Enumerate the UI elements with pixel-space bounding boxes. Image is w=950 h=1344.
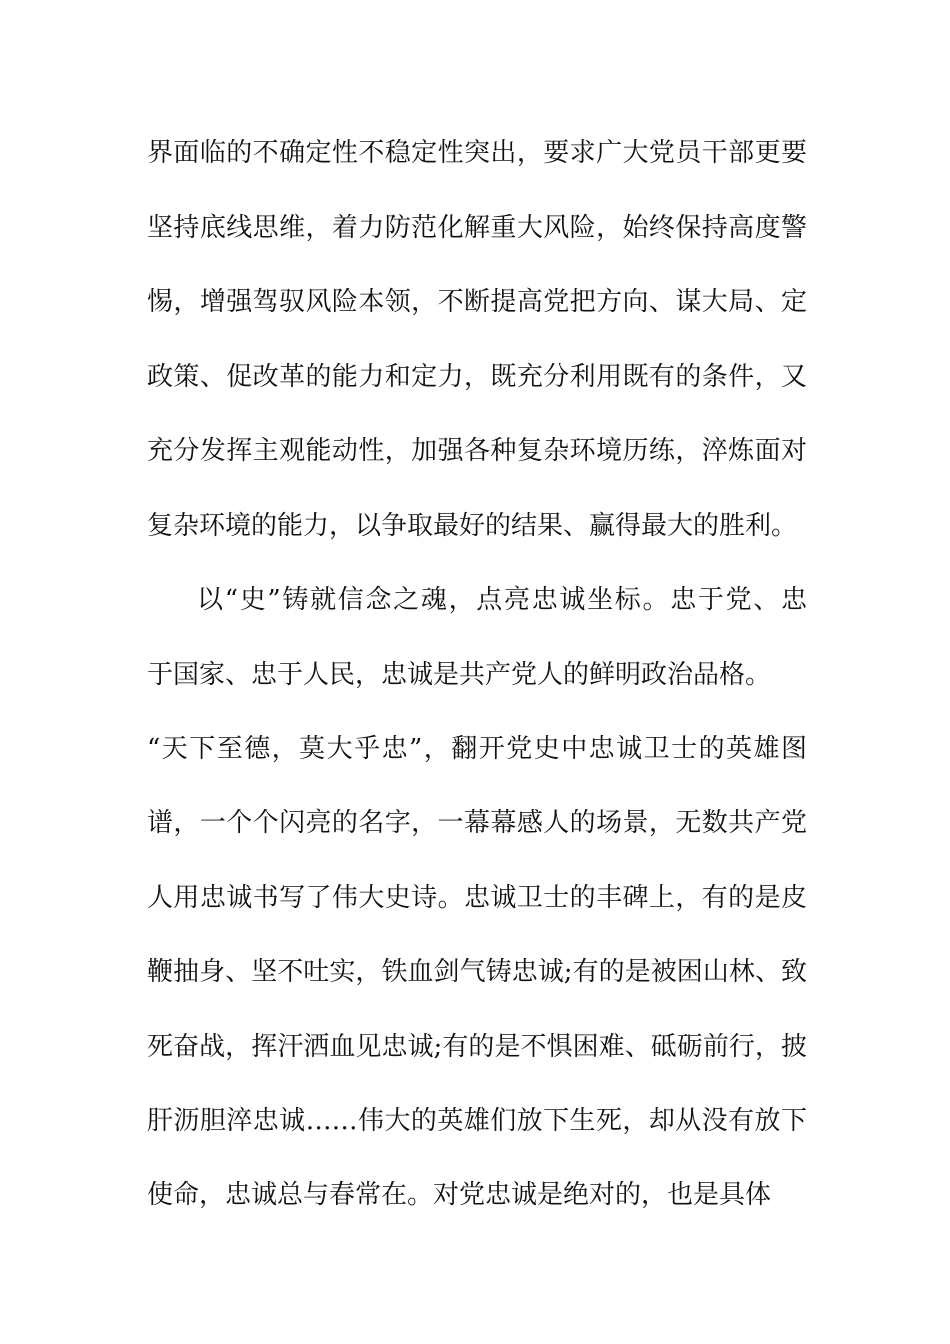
text-line-9: “天下至德，莫大乎忠”，翻开党史中忠诚卫士的英雄图 (147, 734, 807, 764)
text-line-12: 鞭抽身、坚不吐实，铁血剑气铸忠诚;有的是被困山林、致 (147, 957, 807, 987)
text-line-1: 界面临的不确定性不稳定性突出，要求广大党员干部更要 (147, 138, 807, 168)
text-line-5: 充分发挥主观能动性，加强各种复杂环境历练，淬炼面对 (147, 436, 807, 466)
text-line-11: 人用忠诚书写了伟大史诗。忠诚卫士的丰碑上，有的是皮 (147, 883, 807, 913)
text-line-15: 使命，忠诚总与春常在。对党忠诚是绝对的，也是具体 (147, 1180, 772, 1210)
text-line-6: 复杂环境的能力，以争取最好的结果、赢得最大的胜利。 (147, 511, 798, 541)
text-line-14: 肝沥胆淬忠诚……伟大的英雄们放下生死，却从没有放下 (147, 1106, 807, 1136)
text-line-3: 惕，增强驾驭风险本领，不断提高党把方向、谋大局、定 (147, 287, 807, 317)
text-line-2: 坚持底线思维，着力防范化解重大风险，始终保持高度警 (147, 213, 807, 243)
text-line-8: 于国家、忠于人民，忠诚是共产党人的鲜明政治品格。 (147, 660, 772, 690)
text-line-10: 谱，一个个闪亮的名字，一幕幕感人的场景，无数共产党 (147, 808, 807, 838)
text-line-13: 死奋战，挥汗洒血见忠诚;有的是不惧困难、砥砺前行，披 (147, 1032, 807, 1062)
paragraph-start-line: 以“史”铸就信念之魂，点亮忠诚坐标。忠于党、忠 (197, 585, 807, 615)
text-line-4: 政策、促改革的能力和定力，既充分利用既有的条件，又 (147, 362, 807, 392)
